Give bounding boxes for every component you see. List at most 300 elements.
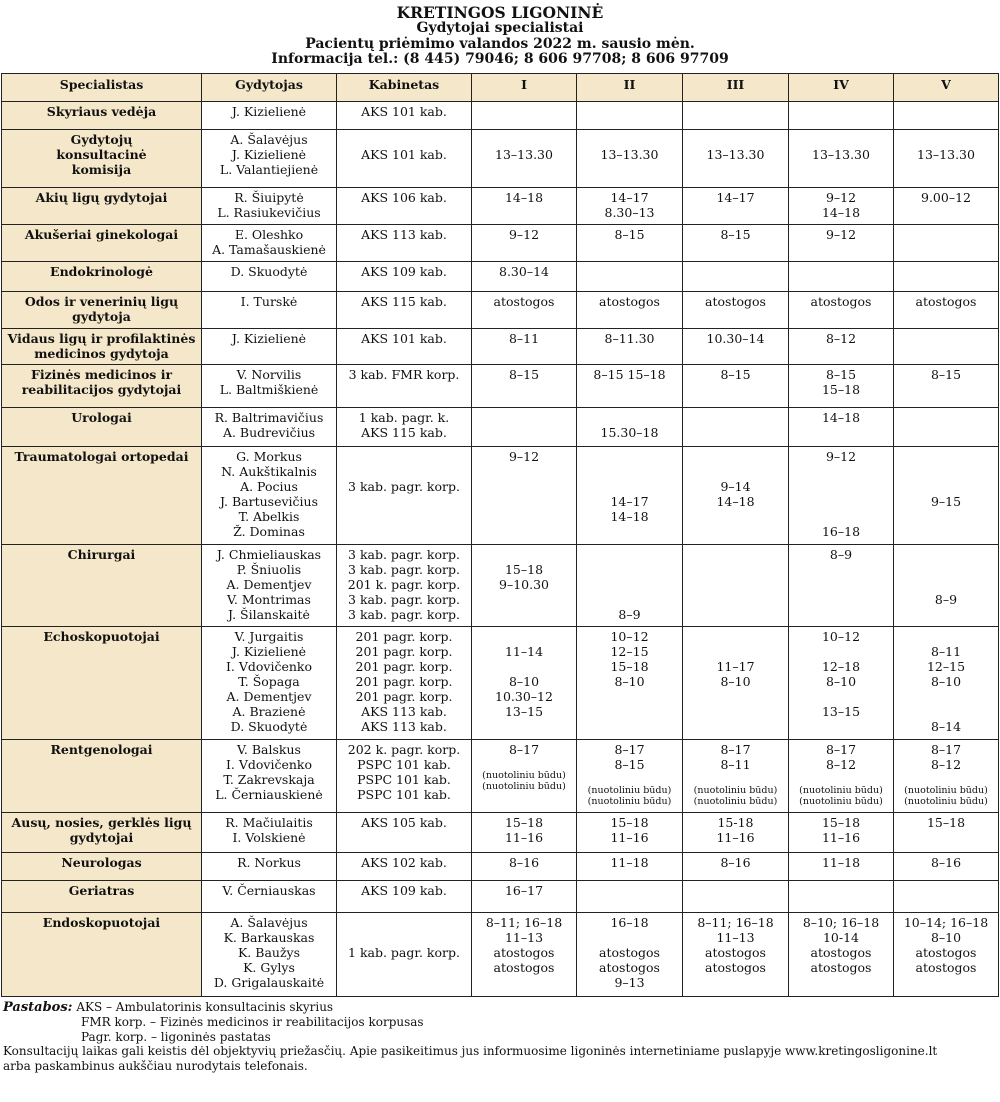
day-cell [683, 364, 789, 407]
day-cell [789, 187, 894, 224]
doctor-cell-line: G. Morkus [236, 448, 302, 464]
day-cell-line: 8–15 [825, 366, 857, 382]
day-cell-line: 9–13 [614, 974, 645, 990]
day-cell-line [580, 577, 679, 592]
day-cell [789, 880, 894, 912]
day-cell-line: 12–18 [821, 658, 861, 674]
doctor-cell [202, 544, 337, 626]
table-row [2, 101, 999, 129]
doctor-cell-line: A. Šalavėjus [230, 914, 308, 930]
day-cell-line: 8–11 [930, 643, 962, 659]
day-cell-line [897, 689, 995, 704]
doctor-cell-line: A. Dementjev [226, 688, 312, 704]
day-cell-line: atostogos [915, 959, 977, 975]
day-cell [683, 224, 789, 261]
day-cell-line: 9–12 [825, 448, 857, 464]
day-cell [789, 101, 894, 129]
day-cell [577, 446, 683, 544]
specialty-cell [2, 101, 202, 129]
specialty-cell-line: gydytoja [72, 308, 131, 324]
contact-phones: Informacija tel.: (8 445) 79046; 8 606 97708; 8 606 97709 [271, 51, 729, 67]
day-cell-line: 12–15 [610, 643, 649, 659]
room-cell-line: 201 pagr. korp. [355, 643, 453, 659]
document-subtitle: Gydytojai specialistai [416, 20, 584, 36]
day-cell [894, 328, 999, 364]
room-cell-line: AKS 105 kab. [361, 814, 447, 830]
day-cell [683, 446, 789, 544]
day-cell-line: 11–16 [716, 829, 755, 845]
specialty-cell [2, 407, 202, 446]
specialty-cell-line: reabilitacijos gydytojai [21, 381, 182, 397]
specialty-cell-line: Akušeriai ginekologai [24, 226, 179, 242]
day-cell [577, 812, 683, 852]
day-cell-line: 11–16 [610, 829, 649, 845]
remote-note: (nuotoliniu būdu) [904, 784, 988, 796]
specialty-cell-line: Gydytojų [70, 131, 133, 147]
specialty-cell-line: Endokrinologė [50, 263, 153, 279]
day-cell-line [897, 562, 995, 577]
day-cell-line: atostogos [705, 959, 766, 975]
day-cell-line: 8–10 [614, 673, 645, 689]
day-cell [683, 812, 789, 852]
specialty-cell [2, 261, 202, 291]
day-cell-line: 9–12 [508, 226, 540, 242]
table-row [2, 446, 999, 544]
note-info-1: Konsultacijų laikas gali keistis dėl objektyvių priežasčių. Apie pasikeitimus jus informuosime ligoninės internetiniame puslapyje www.kretingosligonine.lt [3, 1044, 938, 1058]
doctor-cell-line: A. Šalavėjus [230, 131, 308, 147]
table-row [2, 812, 999, 852]
room-cell [337, 544, 472, 626]
schedule-body [2, 101, 999, 996]
doctor-cell-line: J. Kizielienė [231, 103, 307, 119]
doctor-cell [202, 912, 337, 996]
note-fmr: FMR korp. – Fizinės medicinos ir reabilitacijos korpusas [81, 1015, 424, 1029]
day-cell-line: 14–17 [716, 189, 755, 205]
day-cell-line: 9.00–12 [921, 189, 971, 205]
room-cell [337, 407, 472, 446]
day-cell [789, 261, 894, 291]
day-cell-line: 14–18 [821, 409, 861, 425]
day-cell-line: atostogos [915, 293, 977, 309]
note-aks-text: AKS – Ambulatorinis konsultacinis skyrius [76, 999, 334, 1014]
doctor-cell-line: R. Mačiulaitis [225, 814, 313, 830]
day-cell-line: 8–10 [930, 929, 962, 945]
day-cell [472, 544, 577, 626]
day-cell [472, 187, 577, 224]
day-cell-line: 16–17 [504, 882, 544, 898]
day-cell-line: 14–18 [610, 508, 649, 524]
day-cell-line [897, 464, 995, 479]
day-cell [577, 626, 683, 739]
specialty-cell [2, 852, 202, 880]
day-cell [894, 880, 999, 912]
day-cell-line: 11–14 [504, 643, 544, 659]
day-cell-line: 8–12 [825, 756, 857, 772]
doctor-cell-line: V. Černiauskas [222, 882, 316, 898]
room-cell-line: AKS 113 kab. [361, 703, 447, 719]
day-cell-line [475, 629, 573, 644]
day-cell-line: 8–15 [614, 226, 645, 242]
doctor-cell-line: J. Kizielienė [231, 146, 307, 162]
note-pagr: Pagr. korp. – ligoninės pastatas [81, 1029, 271, 1044]
doctor-cell [202, 261, 337, 291]
day-cell [683, 187, 789, 224]
column-header-day-1: I [472, 73, 577, 101]
day-cell [789, 812, 894, 852]
day-cell-line [686, 449, 785, 464]
day-cell [683, 101, 789, 129]
doctor-cell-line: D. Skuodytė [230, 263, 308, 279]
day-cell [894, 224, 999, 261]
table-row [2, 912, 999, 996]
room-cell-line: AKS 106 kab. [361, 189, 447, 205]
specialty-cell-line: komisija [71, 161, 132, 177]
specialty-cell-line: Vidaus ligų ir profilaktinės [7, 330, 196, 346]
day-cell [472, 626, 577, 739]
doctor-cell-line: A. Tamašauskienė [212, 241, 326, 257]
day-cell [472, 812, 577, 852]
day-cell-line [580, 479, 679, 494]
day-cell [577, 291, 683, 328]
day-cell-line: 13–15 [821, 703, 861, 719]
doctor-cell-line: P. Šniuolis [236, 561, 302, 577]
doctor-cell-line: R. Šiuipytė [234, 189, 304, 205]
day-cell [472, 407, 577, 446]
room-cell [337, 187, 472, 224]
room-cell-line: 3 kab. pagr. korp. [348, 591, 460, 607]
table-row [2, 407, 999, 446]
day-cell [789, 224, 894, 261]
day-cell [577, 407, 683, 446]
day-cell [577, 129, 683, 187]
room-cell [337, 912, 472, 996]
day-cell-line: 8–10 [930, 673, 962, 689]
day-cell-line: 8–17 [508, 741, 540, 757]
day-cell-line: 8.30–14 [499, 263, 549, 279]
specialty-cell [2, 291, 202, 328]
doctor-cell-line: D. Skuodytė [230, 718, 308, 734]
day-cell [577, 364, 683, 407]
specialty-cell-line: medicinos gydytoja [34, 345, 169, 361]
room-cell [337, 101, 472, 129]
day-cell [577, 328, 683, 364]
day-cell-line: 15–18 [610, 658, 649, 674]
day-cell-line: 8–11; 16–18 [485, 914, 563, 930]
notes-label: Pastabos: [3, 999, 73, 1015]
day-cell-line: 10.30–12 [495, 688, 553, 704]
day-cell-line: atostogos [599, 959, 660, 975]
day-cell-line: 8–17 [825, 741, 857, 757]
day-cell-line: 8–11.30 [604, 330, 655, 346]
day-cell-line: 14–18 [821, 204, 861, 220]
day-cell [472, 224, 577, 261]
room-cell-line: AKS 115 kab. [361, 293, 447, 309]
day-cell-line: atostogos [599, 293, 660, 309]
day-cell-line: 11–13 [504, 929, 544, 945]
day-cell [789, 364, 894, 407]
day-cell-line: 8–15 [720, 226, 751, 242]
day-cell [683, 912, 789, 996]
doctor-cell-line: A. Brazienė [232, 703, 306, 719]
day-cell-line [792, 132, 890, 147]
day-cell [789, 446, 894, 544]
note-info-2: arba paskambinus aukščiau nurodytais telefonais. [3, 1058, 308, 1073]
day-cell-line: 13–13.30 [812, 146, 870, 162]
room-cell-line: 201 pagr. korp. [355, 658, 453, 674]
room-cell-line: AKS 101 kab. [361, 103, 447, 119]
day-cell-line: 8–12 [825, 330, 857, 346]
table-row [2, 626, 999, 739]
day-cell-line: 8–11 [720, 756, 751, 772]
day-cell-line: 9–12 [825, 226, 857, 242]
room-cell [337, 129, 472, 187]
day-cell [577, 261, 683, 291]
doctor-cell [202, 187, 337, 224]
doctor-cell-line: N. Aukštikalnis [221, 463, 317, 479]
day-cell-line: 10-14 [822, 929, 860, 945]
table-row [2, 261, 999, 291]
day-cell-line: 8–14 [930, 718, 962, 734]
day-cell-line: atostogos [915, 944, 977, 960]
day-cell-line: 8–9 [829, 546, 853, 562]
room-cell [337, 328, 472, 364]
day-cell [472, 739, 577, 812]
day-cell [472, 852, 577, 880]
room-cell-line [340, 449, 468, 464]
room-cell-line [340, 930, 468, 945]
specialty-cell [2, 626, 202, 739]
specialty-cell-line: Akių ligų gydytojai [35, 189, 168, 205]
day-cell-line: 14–17 [610, 189, 649, 205]
column-header-doctor: Gydytojas [202, 73, 337, 101]
doctor-cell-line: J. Bartusevičius [219, 493, 318, 509]
room-cell [337, 291, 472, 328]
day-cell [472, 328, 577, 364]
doctor-cell-line: L. Rasiukevičius [217, 204, 321, 220]
day-cell [577, 912, 683, 996]
room-cell-line: 201 pagr. korp. [355, 628, 453, 644]
day-cell-line: 10–12 [821, 628, 861, 644]
day-cell-line [897, 577, 995, 592]
specialty-cell-line: Urologai [71, 409, 132, 425]
day-cell-line: 8–15 [614, 756, 645, 772]
day-cell-line: 8–10 [825, 673, 857, 689]
day-cell-line: 9–14 [720, 478, 751, 494]
doctor-cell-line: A. Pocius [240, 478, 298, 494]
doctor-cell-line: L. Valantiejienė [219, 161, 319, 177]
day-cell-line: 13–13.30 [706, 146, 765, 162]
room-cell-line: 201 pagr. korp. [355, 688, 453, 704]
room-cell-line: AKS 101 kab. [361, 146, 447, 162]
doctor-cell-line: V. Jurgaitis [234, 628, 304, 644]
day-cell [683, 291, 789, 328]
day-cell-line: 10–14; 16–18 [903, 914, 989, 930]
doctor-cell [202, 812, 337, 852]
document-header [0, 0, 1000, 68]
day-cell [789, 291, 894, 328]
day-cell-line [792, 644, 890, 659]
day-cell [789, 626, 894, 739]
doctor-cell-line: A. Budrevičius [222, 424, 316, 440]
day-cell-line: 14–17 [610, 493, 649, 509]
day-cell-line [897, 629, 995, 644]
day-cell-line: 16–18 [610, 914, 649, 930]
day-cell-line [686, 132, 785, 147]
day-cell [472, 912, 577, 996]
room-cell [337, 224, 472, 261]
room-cell-line: PSPC 101 kab. [357, 771, 451, 787]
doctor-cell-line: V. Balskus [237, 741, 301, 757]
day-cell-line: 8–9 [934, 591, 958, 607]
day-cell [683, 129, 789, 187]
day-cell-line: 8–16 [720, 854, 751, 870]
day-cell-line: 11–16 [504, 829, 544, 845]
day-cell [789, 328, 894, 364]
day-cell-line: 9–15 [930, 493, 962, 509]
doctor-cell-line: I. Turskė [240, 293, 298, 309]
day-cell-line: 13–13.30 [495, 146, 553, 162]
day-cell [472, 364, 577, 407]
day-cell-line: 8–15 [508, 366, 540, 382]
day-cell-line: 8–15 [720, 366, 751, 382]
room-cell-line: AKS 113 kab. [361, 718, 447, 734]
doctor-cell [202, 446, 337, 544]
doctor-cell-line: Ž. Dominas [233, 523, 305, 539]
day-cell-line: 9–12 [825, 189, 857, 205]
day-cell [894, 812, 999, 852]
day-cell [683, 328, 789, 364]
specialty-cell-line: Traumatologai ortopedai [14, 448, 189, 464]
specialty-cell-line: Fizinės medicinos ir [30, 366, 173, 382]
day-cell-line: 11–16 [821, 829, 861, 845]
room-cell-line: AKS 101 kab. [361, 330, 447, 346]
table-row [2, 880, 999, 912]
specialty-cell-line: Ausų, nosies, gerklės ligų [11, 814, 192, 830]
doctor-cell-line: R. Baltrimavičius [214, 409, 324, 425]
day-cell-line [897, 704, 995, 719]
day-cell [789, 544, 894, 626]
day-cell [789, 852, 894, 880]
day-cell-line: 8–17 [614, 741, 645, 757]
day-cell [683, 407, 789, 446]
header-row [2, 73, 999, 101]
column-header-day-2: II [577, 73, 683, 101]
specialty-cell-line: Skyriaus vedėja [46, 103, 157, 119]
day-cell [472, 291, 577, 328]
table-row [2, 739, 999, 812]
day-cell-line: atostogos [810, 959, 872, 975]
day-cell-line: 15–18 [504, 814, 544, 830]
doctor-cell-line: I. Vdovičenko [225, 658, 313, 674]
day-cell [577, 739, 683, 812]
doctor-cell-line: I. Vdovičenko [225, 756, 313, 772]
doctor-cell-line: R. Norkus [237, 854, 301, 870]
room-cell-line: 1 kab. pagr. k. [358, 409, 450, 425]
table-row [2, 224, 999, 261]
room-cell-line: 201 pagr. korp. [355, 673, 453, 689]
day-cell [683, 880, 789, 912]
day-cell [472, 880, 577, 912]
specialty-cell [2, 544, 202, 626]
day-cell-line: 15–18 [926, 814, 966, 830]
day-cell [472, 129, 577, 187]
day-cell [894, 364, 999, 407]
room-cell-line: 3 kab. pagr. korp. [348, 606, 460, 622]
day-cell-line: atostogos [705, 944, 766, 960]
doctor-cell [202, 101, 337, 129]
room-cell-line: AKS 115 kab. [361, 424, 447, 440]
column-header-specialty: Specialistas [2, 73, 202, 101]
day-cell [789, 739, 894, 812]
specialty-cell-line: Odos ir venerinių ligų [24, 293, 179, 309]
day-cell [894, 912, 999, 996]
day-cell-line: 8–10 [508, 673, 540, 689]
room-cell-line: AKS 102 kab. [361, 854, 447, 870]
day-cell-line [897, 547, 995, 562]
room-cell-line [340, 132, 468, 147]
day-cell [894, 544, 999, 626]
day-cell [789, 912, 894, 996]
day-cell-line [897, 132, 995, 147]
room-cell-line: AKS 113 kab. [361, 226, 447, 242]
room-cell [337, 364, 472, 407]
day-cell-line: 10–12 [610, 628, 649, 644]
day-cell-line [475, 132, 573, 147]
doctor-cell-line: J. Šilanskaitė [228, 606, 310, 622]
day-cell-line [897, 449, 995, 464]
room-cell [337, 626, 472, 739]
room-cell [337, 446, 472, 544]
specialty-cell-line: Chirurgai [67, 546, 136, 562]
room-cell-line: 3 kab. FMR korp. [348, 366, 460, 382]
column-header-day-5: V [894, 73, 999, 101]
day-cell-line: atostogos [493, 293, 555, 309]
day-cell-line: 13–13.30 [600, 146, 659, 162]
day-cell-line [580, 410, 679, 425]
room-cell-line: AKS 109 kab. [361, 882, 447, 898]
day-cell [894, 407, 999, 446]
day-cell-line: 11–18 [821, 854, 861, 870]
day-cell-line: 15–18 [610, 814, 649, 830]
day-cell-line: atostogos [810, 944, 872, 960]
day-cell-line: 15–18 [821, 381, 861, 397]
doctor-cell [202, 880, 337, 912]
day-cell [894, 101, 999, 129]
day-cell-line: 15–18 [504, 561, 544, 577]
doctor-cell-line: K. Gylys [243, 959, 295, 975]
day-cell-line: 8–16 [508, 854, 540, 870]
day-cell-line: 8–11 [508, 330, 540, 346]
specialty-cell [2, 880, 202, 912]
doctor-cell [202, 224, 337, 261]
day-cell-line [580, 449, 679, 464]
day-cell-line: 9–12 [508, 448, 540, 464]
day-cell [789, 407, 894, 446]
day-cell-line [686, 464, 785, 479]
day-cell-line [475, 659, 573, 674]
doctor-cell [202, 407, 337, 446]
day-cell-line [475, 547, 573, 562]
remote-note: (nuotoliniu būdu) [482, 780, 566, 792]
table-row [2, 544, 999, 626]
room-cell-line [340, 464, 468, 479]
day-cell-line: 12–15 [926, 658, 966, 674]
day-cell-line: 15–18 [821, 814, 861, 830]
day-cell [683, 261, 789, 291]
column-header-day-3: III [683, 73, 789, 101]
day-cell [472, 261, 577, 291]
specialty-cell [2, 364, 202, 407]
